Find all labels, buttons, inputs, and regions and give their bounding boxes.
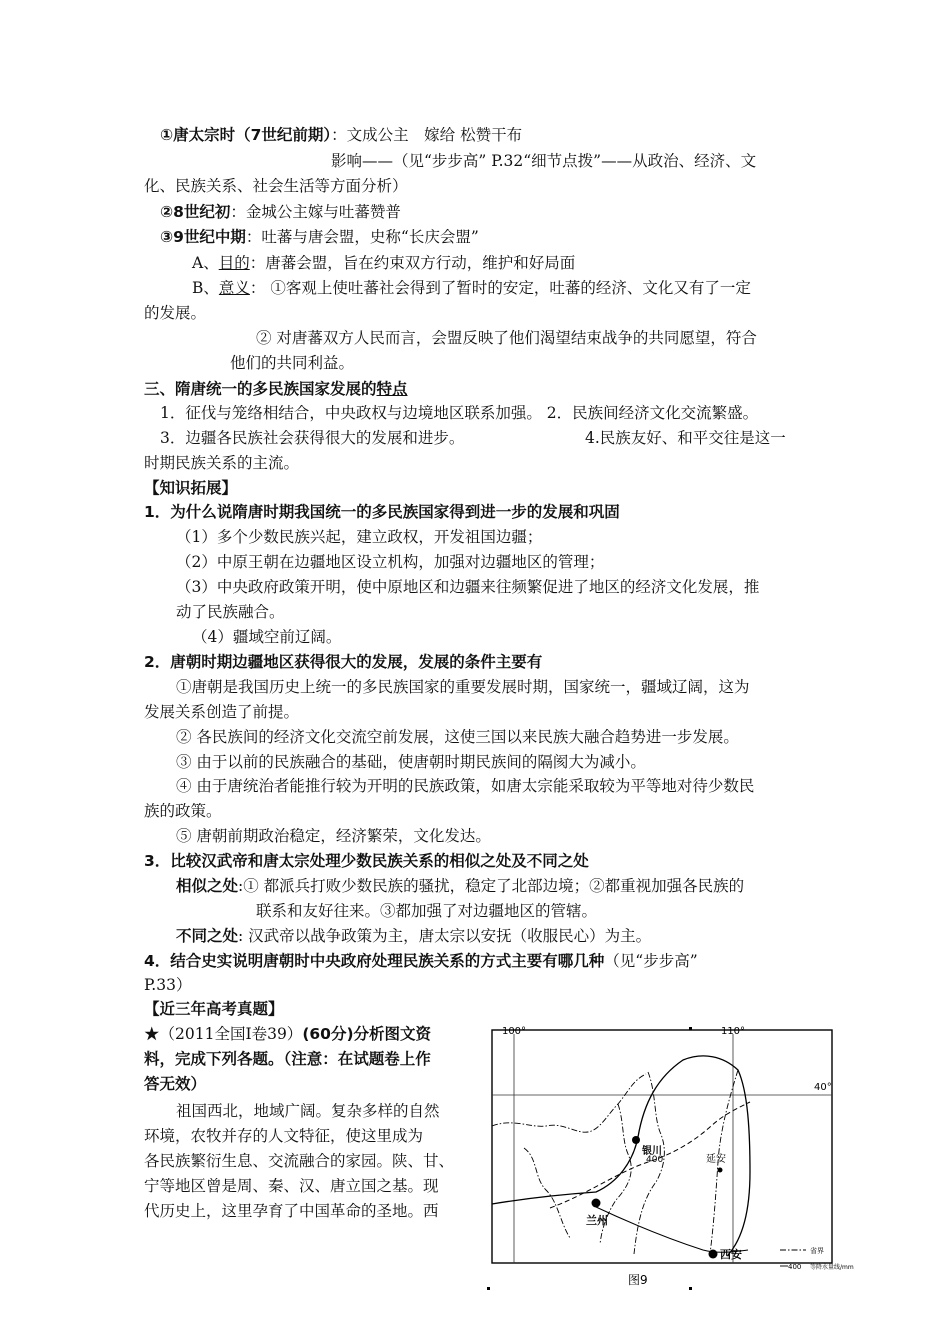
taizong-text: ：文成公主 嫁给 松赞干布 [331, 126, 523, 144]
features-line-1: 1．征伐与笼络相结合，中央政权与边境地区联系加强。 2．民族间经济文化交流繁盛。 [160, 404, 759, 422]
isohyet-400-label: 400 [646, 1155, 664, 1165]
exam-question-line-1 [144, 1023, 431, 1045]
question-4 [144, 950, 698, 972]
northwest-china-map [488, 1022, 854, 1292]
ninth-label: ③9世纪中期 [160, 228, 246, 246]
eighth-text: ：金城公主嫁与吐蕃赞普 [230, 203, 401, 221]
features-line-2b: 4.民族友好、和平交往是这一 [585, 429, 786, 447]
province-borders [492, 1070, 738, 1254]
lanzhou-label: 兰州 [586, 1214, 608, 1227]
q3-differences [176, 925, 651, 947]
question-1: 1．为什么说隋唐时期我国统一的多民族国家得到进一步的发展和巩固 [144, 503, 620, 521]
meaning-line-4: 他们的共同利益。 [230, 354, 355, 372]
similarities-text-1: :① 都派兵打败少数民族的骚扰，稳定了北部边境；②都重视加强各民族的 [238, 877, 745, 895]
question-2: 2．唐朝时期边疆地区获得很大的发展，发展的条件主要有 [144, 653, 543, 671]
lon-100-label: 100° [501, 1026, 527, 1037]
q1-answer-2: （2）中原王朝在边疆地区设立机构，加强对边疆地区的管理； [176, 553, 605, 571]
q1-answer-3b: 动了民族融合。 [176, 603, 285, 621]
q2-answer-1a: ①唐朝是我国历史上统一的多民族国家的重要发展时期，国家统一，疆域辽阔，这为 [176, 678, 750, 696]
item-8th-century [160, 201, 401, 223]
map-frame [492, 1030, 832, 1263]
differences-text: : 汉武帝以战争政策为主，唐太宗以安抚（收服民心）为主。 [238, 927, 652, 945]
q3-similarities-2: 联系和友好往来。③都加强了对边疆地区的管辖。 [256, 902, 598, 920]
exam-question-line-3: 答无效） [144, 1075, 207, 1093]
meaning-line-2: 的发展。 [144, 304, 207, 322]
q1-answer-3a: （3）中央政府政策开明，使中原地区和边疆来往频繁促进了地区的经济文化发展，推 [176, 578, 760, 596]
q3-similarities-1 [176, 875, 744, 897]
question-4-ref: （见“步步高” [604, 952, 698, 970]
q2-answer-1b: 发展关系创造了前提。 [144, 703, 300, 721]
legend-rain-label: 等降水量线/mm [810, 1264, 854, 1271]
meaning-prefix: B、 [192, 279, 219, 297]
differences-label: 不同之处 [176, 927, 239, 945]
section3-title-main: 三、隋唐统一的多民族国家发展的 [144, 380, 377, 398]
wei-river [596, 1207, 748, 1252]
purpose-prefix: A、 [192, 254, 219, 272]
meaning-label: 意义 [218, 279, 250, 297]
question-4-text: 4．结合史实说明唐朝时中央政府处理民族关系的方式主要有哪几种 [144, 952, 605, 970]
question-4-page: P.33） [144, 976, 192, 994]
xian-marker [709, 1250, 718, 1259]
purpose-line [192, 252, 575, 274]
legend-rain-number: 400 [788, 1263, 802, 1271]
taizong-label: ①唐太宗时（7世纪前期） [160, 126, 332, 144]
figure-caption: 图9 [628, 1273, 648, 1287]
exam-score: (60分)分析图文资 [302, 1025, 432, 1043]
q2-answer-5: ⑤ 唐朝前期政治稳定，经济繁荣，文化发达。 [176, 827, 491, 845]
q2-answer-3: ③ 由于以前的民族融合的基础，使唐朝时期民族间的隔阂大为减小。 [176, 753, 646, 771]
question-3: 3．比较汉武帝和唐太宗处理少数民族关系的相似之处及不同之处 [144, 852, 589, 870]
xian-label: 西安 [720, 1248, 742, 1261]
section3-title-keyword: 特点 [376, 380, 408, 398]
star-icon: ★ [144, 1025, 160, 1043]
exam-passage-2: 环境，农牧并存的人文特征，使这里成为 [144, 1127, 424, 1145]
features-line-3: 时期民族关系的主流。 [144, 454, 300, 472]
lanzhou-marker [592, 1199, 601, 1208]
meaning-text-1: ： ①客观上使吐蕃社会得到了暂时的安定，吐蕃的经济、文化又有了一定 [249, 279, 751, 297]
purpose-label: 目的 [218, 254, 250, 272]
item-taizong [160, 124, 522, 146]
influence-line-2: 化、民族关系、社会生活等方面分析） [144, 177, 408, 195]
eighth-label: ②8世纪初 [160, 203, 231, 221]
section3-title [144, 378, 408, 400]
q1-answer-1: （1）多个少数民族兴起，建立政权，开发祖国边疆； [176, 528, 543, 546]
exam-heading: 【近三年高考真题】 [144, 1000, 284, 1018]
lon-110-label: 110° [720, 1026, 746, 1037]
features-line-2a: 3．边疆各民族社会获得很大的发展和进步。 [160, 429, 465, 447]
purpose-text: ：唐蕃会盟，旨在约束双方行动，维护和好局面 [249, 254, 576, 272]
legend-border-label: 省界 [810, 1247, 824, 1255]
exam-passage-5: 代历史上，这里孕育了中国革命的圣地。西 [144, 1202, 439, 1220]
influence-line-1: 影响——（见“步步高” P.32“细节点拨”——从政治、经济、文 [331, 152, 757, 170]
meaning-line-3: ② 对唐蕃双方人民而言，会盟反映了他们渴望结束战争的共同愿望，符合 [256, 329, 757, 347]
exam-passage-3: 各民族繁衍生息、交流融合的家园。陕、甘、 [144, 1152, 455, 1170]
exam-passage-4: 宁等地区曾是周、秦、汉、唐立国之基。现 [144, 1177, 439, 1195]
yinchuan-label: 银川 [642, 1146, 662, 1157]
q2-answer-4b: 族的政策。 [144, 802, 222, 820]
similarities-label: 相似之处 [176, 877, 239, 895]
ninth-text: ：吐蕃与唐会盟，史称“长庆会盟” [245, 228, 479, 246]
yanan-marker [718, 1168, 723, 1173]
yinchuan-marker [632, 1136, 640, 1144]
yanan-label: 延安 [706, 1154, 726, 1165]
exam-source: （2011全国Ⅰ卷39） [159, 1025, 303, 1043]
exam-question-line-2: 料，完成下列各题。（注意：在试题卷上作 [144, 1050, 431, 1068]
meaning-line-1 [192, 277, 751, 299]
exam-passage-1: 祖国西北，地域广阔。复杂多样的自然 [176, 1102, 440, 1120]
lat-40-label: 40° [814, 1082, 832, 1093]
q2-answer-2: ② 各民族间的经济文化交流空前发展，这使三国以来民族大融合趋势进一步发展。 [176, 728, 739, 746]
knowledge-heading: 【知识拓展】 [144, 479, 238, 497]
q2-answer-4a: ④ 由于唐统治者能推行较为开明的民族政策，如唐太宗能采取较为平等地对待少数民 [176, 777, 755, 795]
item-9th-century [160, 226, 479, 248]
q1-answer-4: （4）疆域空前辽阔。 [192, 628, 342, 646]
